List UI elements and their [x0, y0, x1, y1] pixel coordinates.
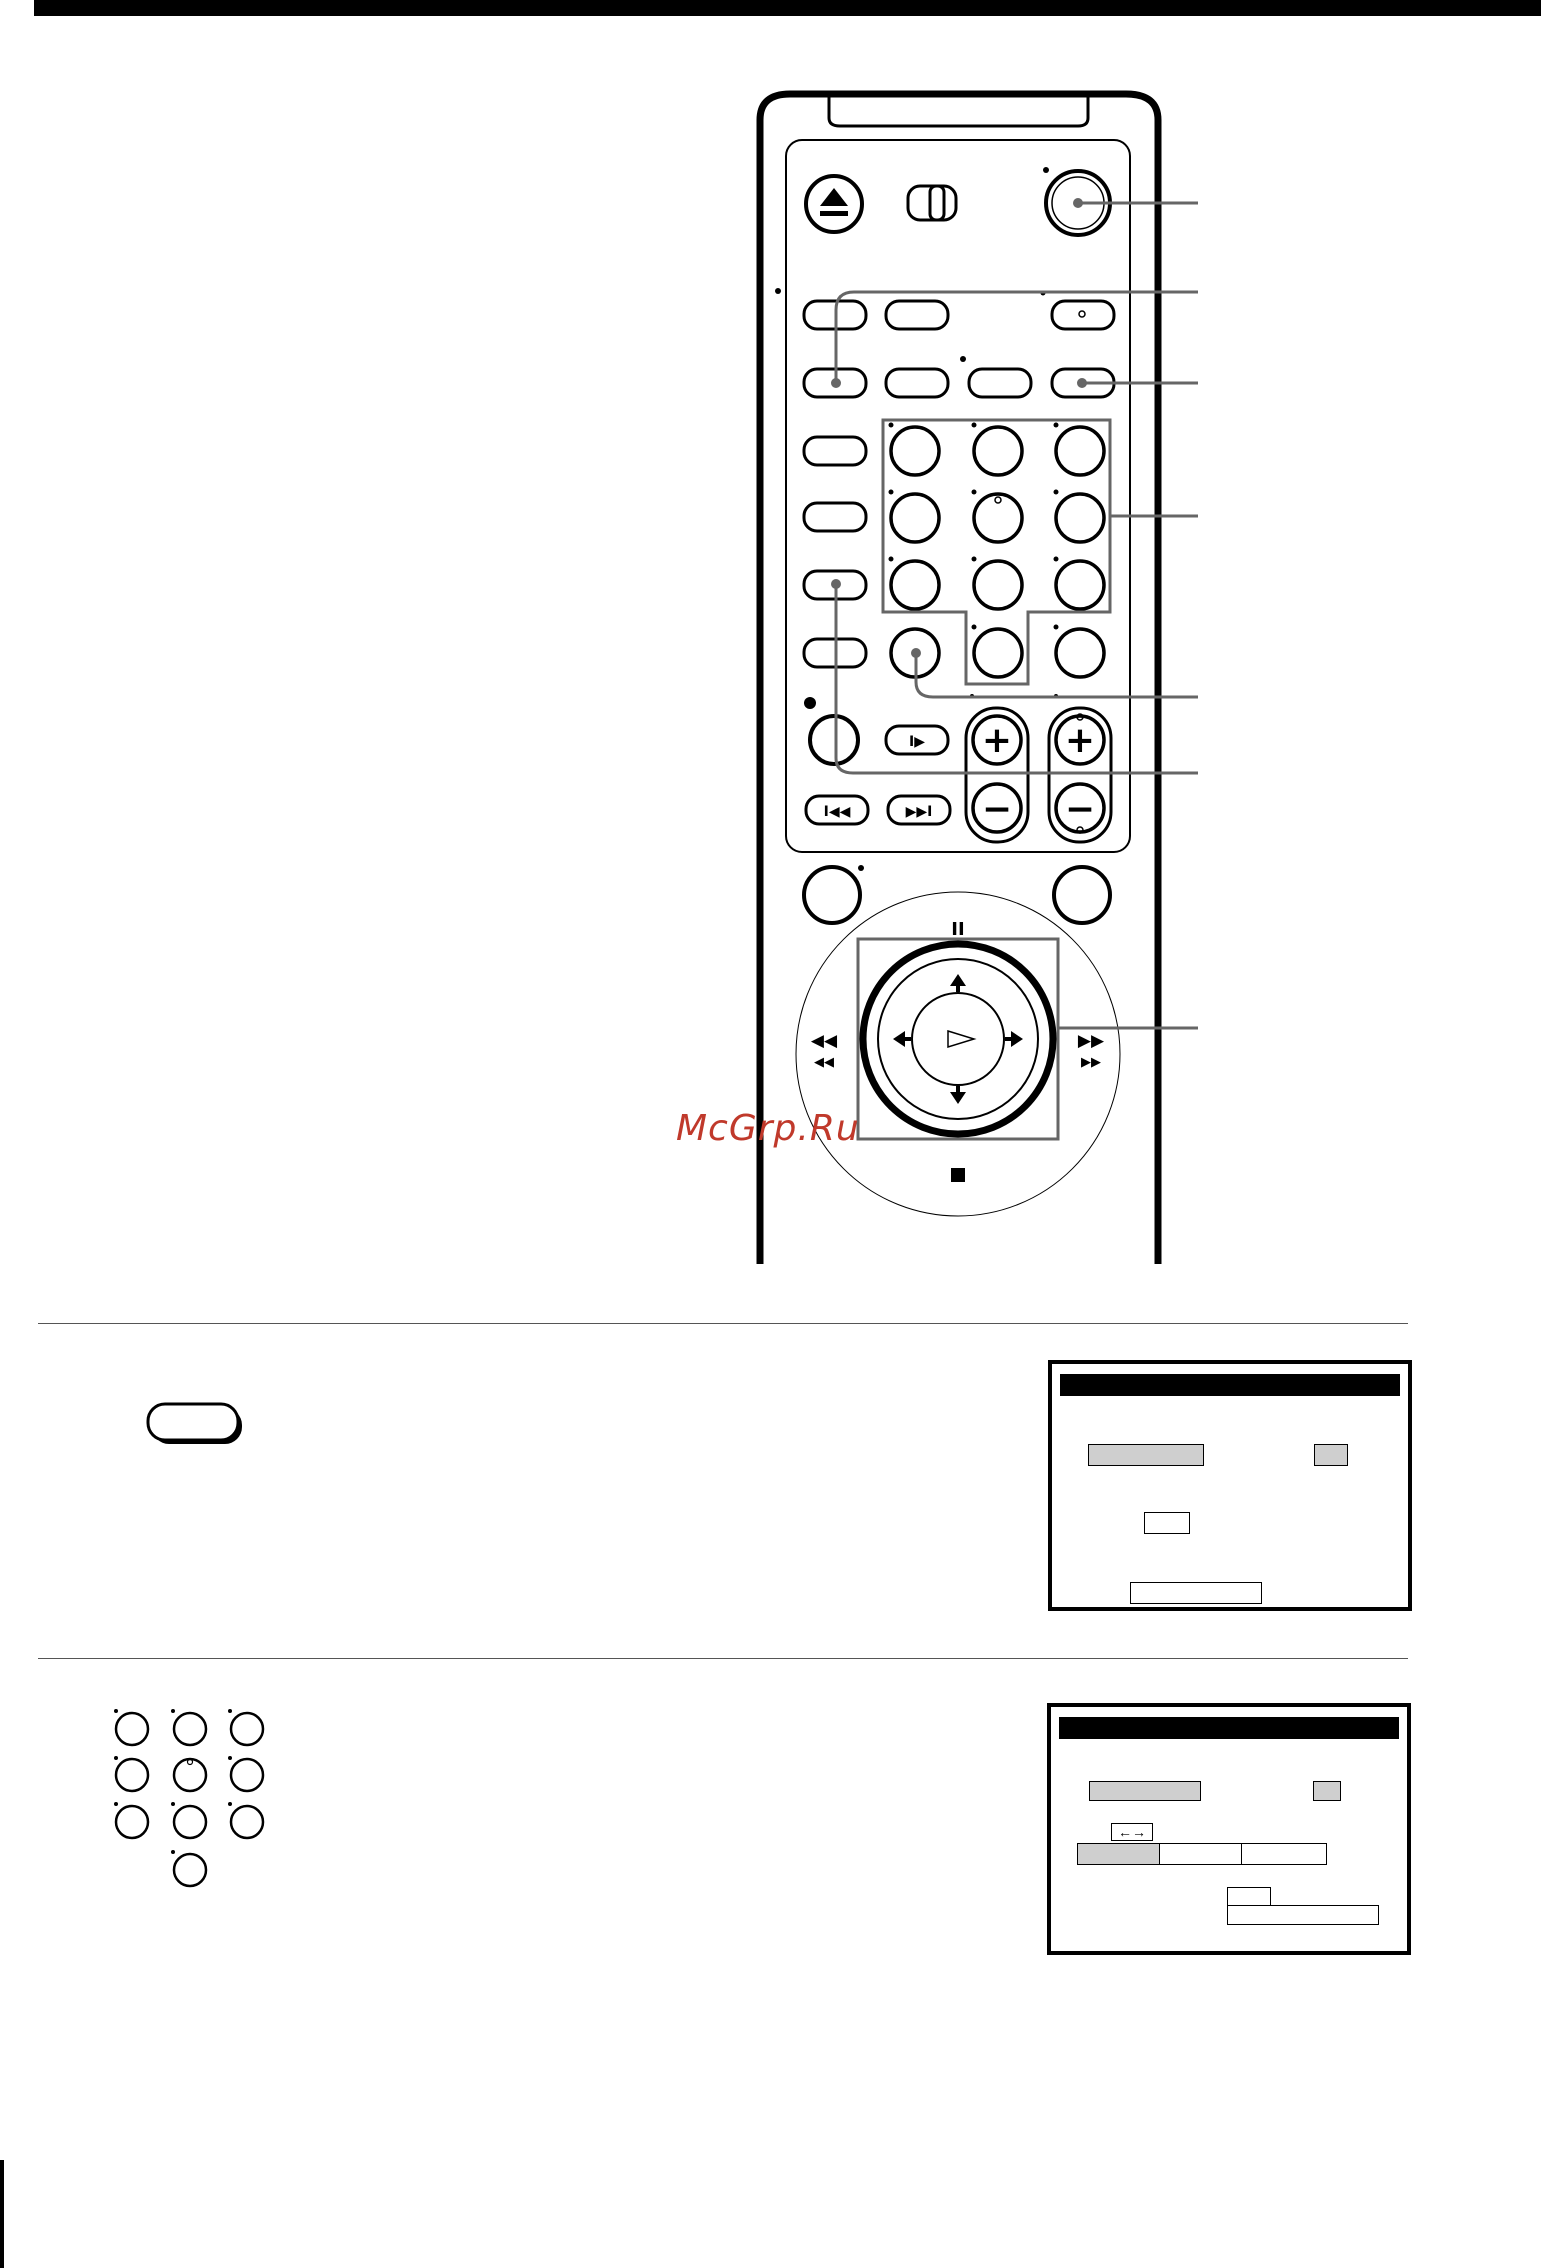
svg-text:◀◀: ◀◀ — [814, 1055, 834, 1070]
svg-text:−: − — [1064, 789, 1096, 830]
step2-keypad-icon — [116, 1713, 263, 1886]
value-field — [1313, 1781, 1341, 1801]
watermark: McGrp.Ru — [676, 1108, 860, 1149]
menu-screen-1 — [1048, 1360, 1412, 1611]
mode-switch[interactable] — [908, 186, 956, 220]
screen-title-bar — [1059, 1717, 1399, 1739]
volume-rocker[interactable] — [1049, 708, 1111, 842]
oval-button — [886, 369, 948, 397]
screen-title-bar — [1060, 1374, 1400, 1396]
setting-box-wide — [1227, 1905, 1379, 1925]
stop-icon — [951, 1168, 965, 1182]
oval-button — [969, 369, 1031, 397]
section-divider — [38, 1658, 1408, 1659]
svg-text:▶▶I: ▶▶I — [905, 804, 933, 820]
highlighted-field — [1089, 1781, 1201, 1801]
next-button[interactable] — [888, 796, 950, 824]
oval-button — [886, 301, 948, 329]
lower-left-button[interactable] — [804, 867, 860, 923]
lower-right-button[interactable] — [1054, 867, 1110, 923]
prev-button[interactable] — [806, 796, 868, 824]
svg-text:+: + — [981, 720, 1013, 761]
svg-text:I◀◀: I◀◀ — [823, 804, 851, 820]
record-button[interactable] — [810, 716, 858, 764]
highlighted-field — [1088, 1444, 1204, 1466]
setting-box-wide — [1130, 1582, 1262, 1604]
jog-dial[interactable] — [863, 944, 1053, 1134]
oval-button — [804, 437, 866, 465]
svg-text:+: + — [1064, 720, 1096, 761]
setting-box — [1144, 1512, 1190, 1534]
section-divider — [38, 1323, 1408, 1324]
segment — [1159, 1843, 1243, 1865]
step1-button-icon — [148, 1404, 242, 1444]
segment-selected — [1077, 1843, 1161, 1865]
ffwd-label: ▶▶ — [1077, 1031, 1105, 1051]
svg-text:▶▶: ▶▶ — [1081, 1055, 1101, 1070]
menu-screen-2 — [1047, 1703, 1411, 1955]
value-field — [1314, 1444, 1348, 1466]
slow-button[interactable] — [886, 726, 948, 754]
setting-box — [1227, 1887, 1271, 1907]
number-keypad — [891, 427, 1104, 677]
svg-text:−: − — [981, 789, 1013, 830]
eject-button[interactable] — [806, 176, 862, 232]
channel-rocker[interactable] — [966, 708, 1028, 842]
rewind-label: ◀◀ — [810, 1031, 838, 1051]
oval-button — [804, 503, 866, 531]
pause-label: II — [951, 919, 965, 940]
segment — [1241, 1843, 1327, 1865]
left-right-arrow-icon: ←→ — [1111, 1823, 1153, 1841]
oval-button — [1052, 301, 1114, 329]
svg-text:I▶: I▶ — [909, 734, 925, 750]
